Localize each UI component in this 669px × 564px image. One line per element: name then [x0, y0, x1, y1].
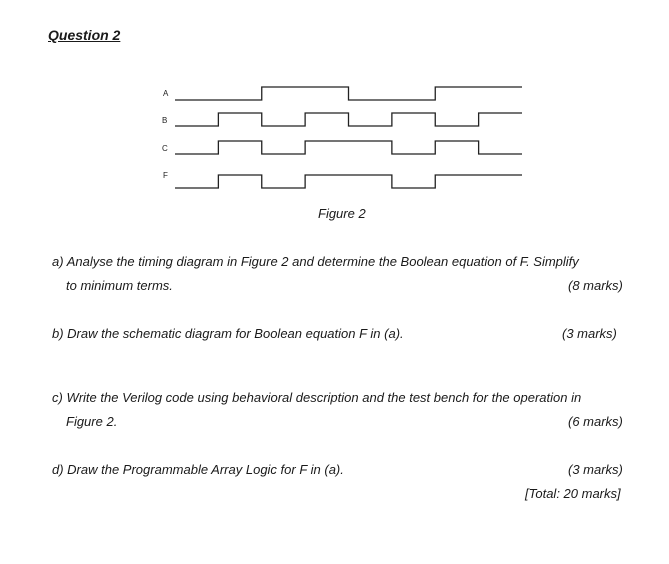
figure-caption: Figure 2 — [318, 206, 366, 221]
question-c-marks: (6 marks) — [568, 414, 623, 429]
question-d-line1: d) Draw the Programmable Array Logic for F in (a). — [52, 462, 344, 477]
question-a-marks: (8 marks) — [568, 278, 623, 293]
question-heading: Question 2 — [48, 27, 121, 43]
total-marks: [Total: 20 marks] — [525, 486, 621, 501]
question-b-marks: (3 marks) — [562, 326, 617, 341]
signal-label-b: B — [162, 116, 168, 125]
waveform-c — [175, 141, 522, 154]
question-b-line1: b) Draw the schematic diagram for Boolean equation F in (a). — [52, 326, 404, 341]
signal-label-f: F — [163, 171, 168, 180]
question-d-marks: (3 marks) — [568, 462, 623, 477]
signal-label-c: C — [162, 144, 168, 153]
question-a-line1: a) Analyse the timing diagram in Figure 2 and determine the Boolean equation of F. Simplify — [52, 254, 579, 269]
question-c-line1: c) Write the Verilog code using behavioral description and the test bench for the operation in — [52, 390, 582, 405]
question-a-line2: to minimum terms. — [66, 278, 173, 293]
waveform-b — [175, 113, 522, 126]
question-c-line2: Figure 2. — [66, 414, 118, 429]
waveform-a — [175, 87, 522, 100]
signal-label-a: A — [163, 89, 169, 98]
waveform-f — [175, 175, 522, 188]
